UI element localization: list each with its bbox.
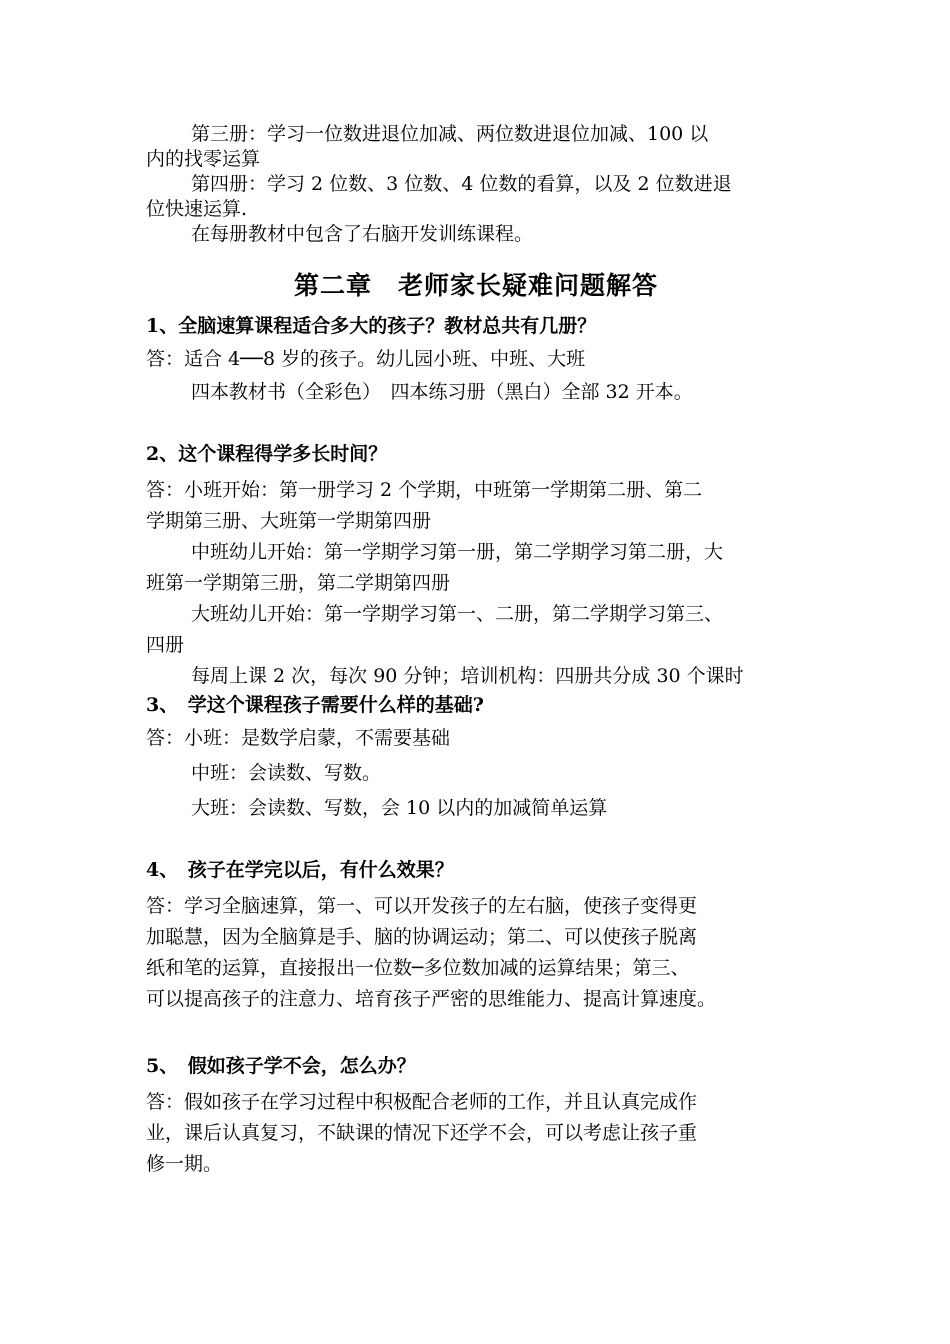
- answer-4-line-4: 可以提高孩子的注意力、培育孩子严密的思维能力、提高计算速度。: [146, 988, 717, 1010]
- chapter-title: 第二章 老师家长疑难问题解答: [293, 271, 658, 300]
- answer-4-line-3: 纸和笔的运算，直接报出一位数─多位数加减的运算结果；第三、: [146, 957, 690, 979]
- answer-2-line-4: 班第一学期第三册，第二学期第四册: [146, 572, 451, 594]
- answer-3-line-3: 大班：会读数、写数，会 10 以内的加减简单运算: [191, 797, 608, 819]
- question-1: 1、全脑速算课程适合多大的孩子？教材总共有几册？: [146, 315, 597, 337]
- question-3: 3、 学这个课程孩子需要什么样的基础?: [146, 694, 484, 716]
- answer-1-line-1: 答：适合 4──8 岁的孩子。幼儿园小班、中班、大班: [146, 348, 586, 370]
- answer-4-line-2: 加聪慧，因为全脑算是手、脑的协调运动；第二、可以使孩子脱离: [146, 926, 698, 948]
- intro-line-2: 内的找零运算: [146, 148, 261, 170]
- answer-4-line-1: 答：学习全脑速算，第一、可以开发孩子的左右脑，使孩子变得更: [146, 895, 698, 917]
- answer-1-line-2: 四本教材书（全彩色） 四本练习册（黑白）全部 32 开本。: [191, 381, 693, 403]
- intro-line-1: 第三册：学习一位数进退位加减、两位数进退位加减、100 以: [191, 123, 709, 145]
- intro-line-4: 位快速运算.: [146, 198, 248, 220]
- answer-2-line-1: 答：小班开始：第一册学习 2 个学期，中班第一学期第二册、第二: [146, 479, 703, 501]
- answer-5-line-1: 答：假如孩子在学习过程中积极配合老师的工作，并且认真完成作: [146, 1091, 698, 1113]
- question-5: 5、 假如孩子学不会，怎么办？: [146, 1055, 416, 1077]
- intro-line-5: 在每册教材中包含了右脑开发训练课程。: [191, 223, 534, 245]
- question-2: 2、这个课程得学多长时间？: [146, 443, 388, 465]
- question-4: 4、 孩子在学完以后，有什么效果？: [146, 859, 454, 881]
- answer-2-line-2: 学期第三册、大班第一学期第四册: [146, 510, 432, 532]
- answer-2-line-7: 每周上课 2 次，每次 90 分钟；培训机构：四册共分成 30 个课时: [191, 665, 744, 687]
- answer-2-line-6: 四册: [146, 634, 185, 656]
- answer-5-line-2: 业，课后认真复习，不缺课的情况下还学不会，可以考虑让孩子重: [146, 1122, 698, 1144]
- intro-line-3: 第四册：学习 2 位数、3 位数、4 位数的看算，以及 2 位数进退: [191, 173, 732, 195]
- answer-2-line-3: 中班幼儿开始：第一学期学习第一册，第二学期学习第二册，大: [191, 541, 724, 563]
- answer-2-line-5: 大班幼儿开始：第一学期学习第一、二册，第二学期学习第三、: [191, 603, 724, 625]
- document-page: [146, 122, 806, 1180]
- answer-3-line-2: 中班：会读数、写数。: [191, 762, 382, 784]
- answer-3-line-1: 答：小班：是数学启蒙，不需要基础: [146, 727, 451, 749]
- answer-5-line-3: 修一期。: [146, 1153, 223, 1175]
